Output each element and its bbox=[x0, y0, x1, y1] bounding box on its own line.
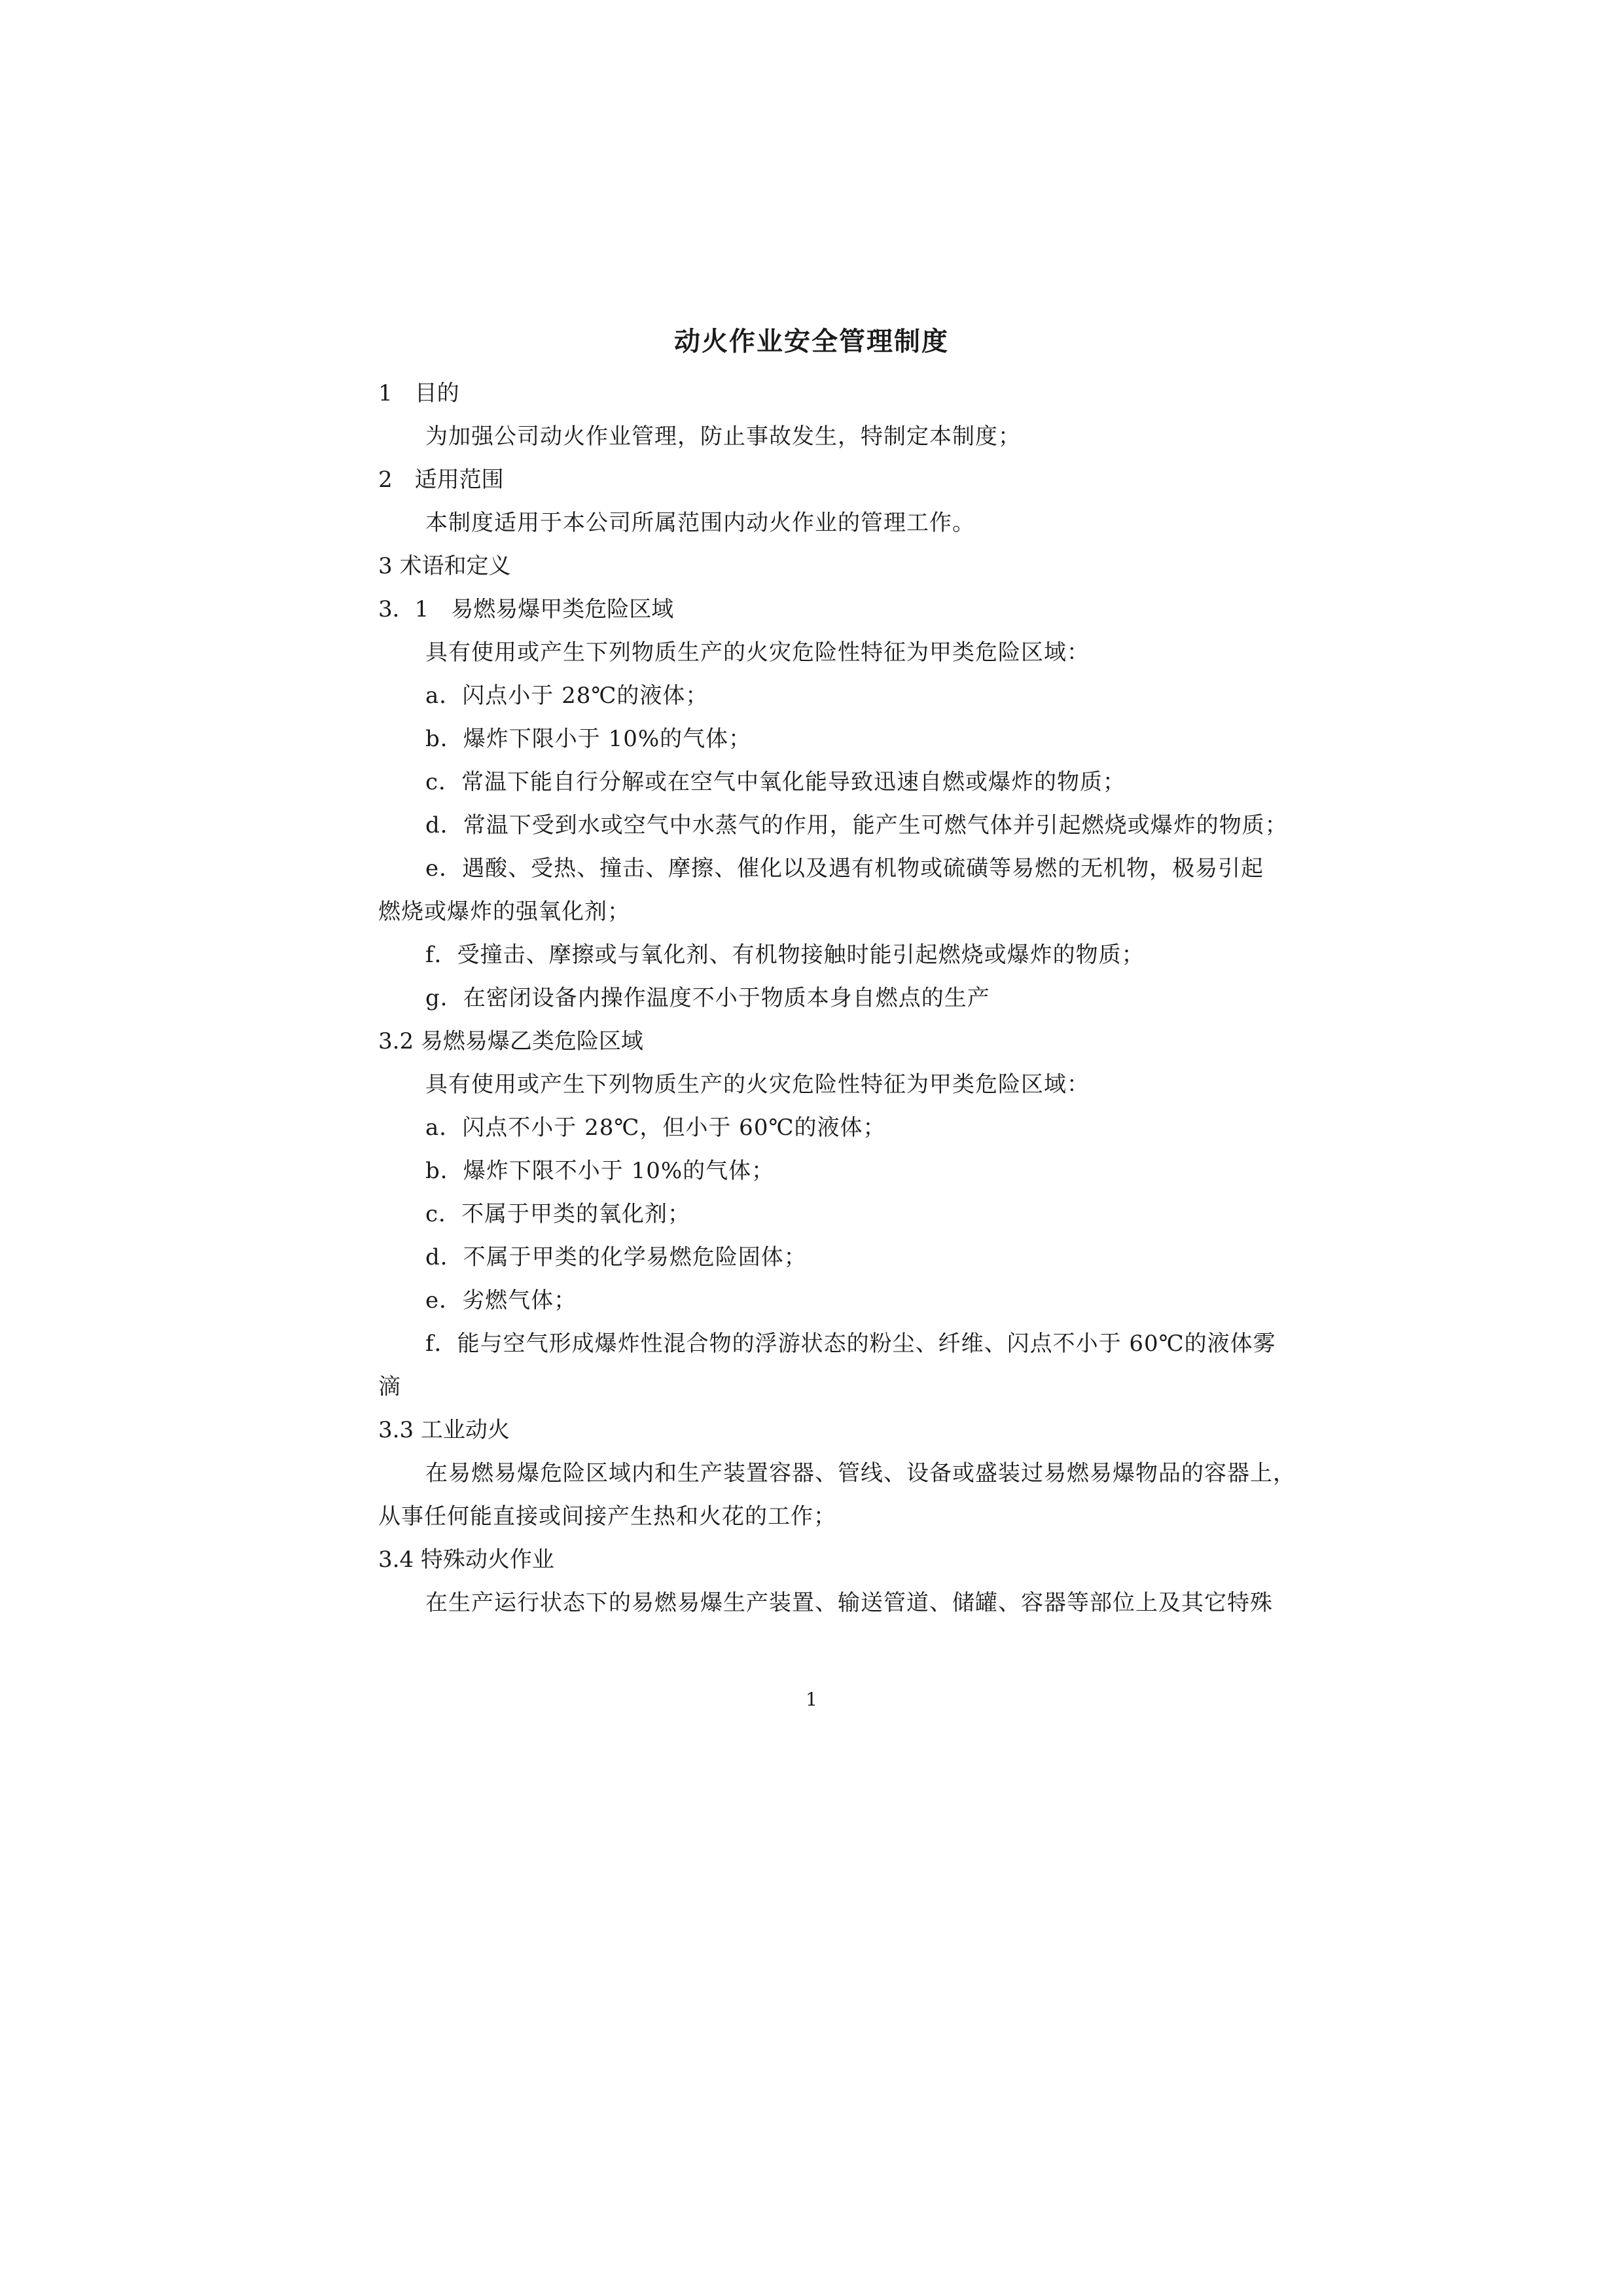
list-item: c．不属于甲类的氧化剂； bbox=[425, 1201, 691, 1227]
subsection-heading: 3.3 工业动火 bbox=[378, 1417, 510, 1443]
section-heading: 3 术语和定义 bbox=[378, 553, 511, 579]
list-item-continuation: 滴 bbox=[378, 1374, 401, 1400]
list-item: e．遇酸、受热、撞击、摩擦、催化以及遇有机物或硫磺等易燃的无机物，极易引起 bbox=[425, 855, 1264, 882]
list-item: f．能与空气形成爆炸性混合物的浮游状态的粉尘、纤维、闪点不小于 60℃的液体雾 bbox=[425, 1331, 1276, 1357]
subsection-heading: 3．1 易燃易爆甲类危险区域 bbox=[378, 596, 674, 622]
list-item: c．常温下能自行分解或在空气中氧化能导致迅速自燃或爆炸的物质； bbox=[425, 769, 1126, 795]
body-paragraph: 为加强公司动火作业管理，防止事故发生，特制定本制度； bbox=[425, 423, 1021, 450]
list-item: a．闪点小于 28℃的液体； bbox=[425, 683, 709, 709]
list-item: d．不属于甲类的化学易燃危险固体； bbox=[425, 1244, 807, 1270]
body-paragraph: 具有使用或产生下列物质生产的火灾危险性特征为甲类危险区域： bbox=[425, 1071, 1090, 1098]
list-item-continuation: 燃烧或爆炸的强氧化剂； bbox=[378, 899, 630, 925]
document-body bbox=[378, 372, 1296, 1624]
paragraph-continuation: 从事任何能直接或间接产生热和火花的工作； bbox=[378, 1503, 836, 1530]
list-item: g．在密闭设备内操作温度不小于物质本身自燃点的生产 bbox=[425, 985, 990, 1011]
section-heading: 2 适用范围 bbox=[378, 467, 504, 493]
body-paragraph: 在生产运行状态下的易燃易爆生产装置、输送管道、储罐、容器等部位上及其它特殊 bbox=[425, 1590, 1273, 1616]
list-item: a．闪点不小于 28℃，但小于 60℃的液体； bbox=[425, 1115, 886, 1141]
list-item: e．劣燃气体； bbox=[425, 1287, 577, 1314]
body-paragraph: 在易燃易爆危险区域内和生产装置容器、管线、设备或盛装过易燃易爆物品的容器上， bbox=[425, 1460, 1296, 1486]
subsection-heading: 3.2 易燃易爆乙类危险区域 bbox=[378, 1028, 643, 1054]
section-heading: 1 目的 bbox=[378, 380, 459, 406]
page-number: 1 bbox=[806, 1689, 817, 1710]
list-item: d．常温下受到水或空气中水蒸气的作用，能产生可燃气体并引起燃烧或爆炸的物质； bbox=[425, 812, 1288, 838]
list-item: b．爆炸下限小于 10%的气体； bbox=[425, 726, 752, 752]
list-item: b．爆炸下限不小于 10%的气体； bbox=[425, 1158, 775, 1184]
body-paragraph: 本制度适用于本公司所属范围内动火作业的管理工作。 bbox=[425, 510, 975, 536]
body-paragraph: 具有使用或产生下列物质生产的火灾危险性特征为甲类危险区域： bbox=[425, 639, 1090, 666]
document-title: 动火作业安全管理制度 bbox=[674, 327, 949, 357]
subsection-heading: 3.4 特殊动火作业 bbox=[378, 1547, 554, 1573]
list-item: f．受撞击、摩擦或与氧化剂、有机物接触时能引起燃烧或爆炸的物质； bbox=[425, 942, 1145, 968]
